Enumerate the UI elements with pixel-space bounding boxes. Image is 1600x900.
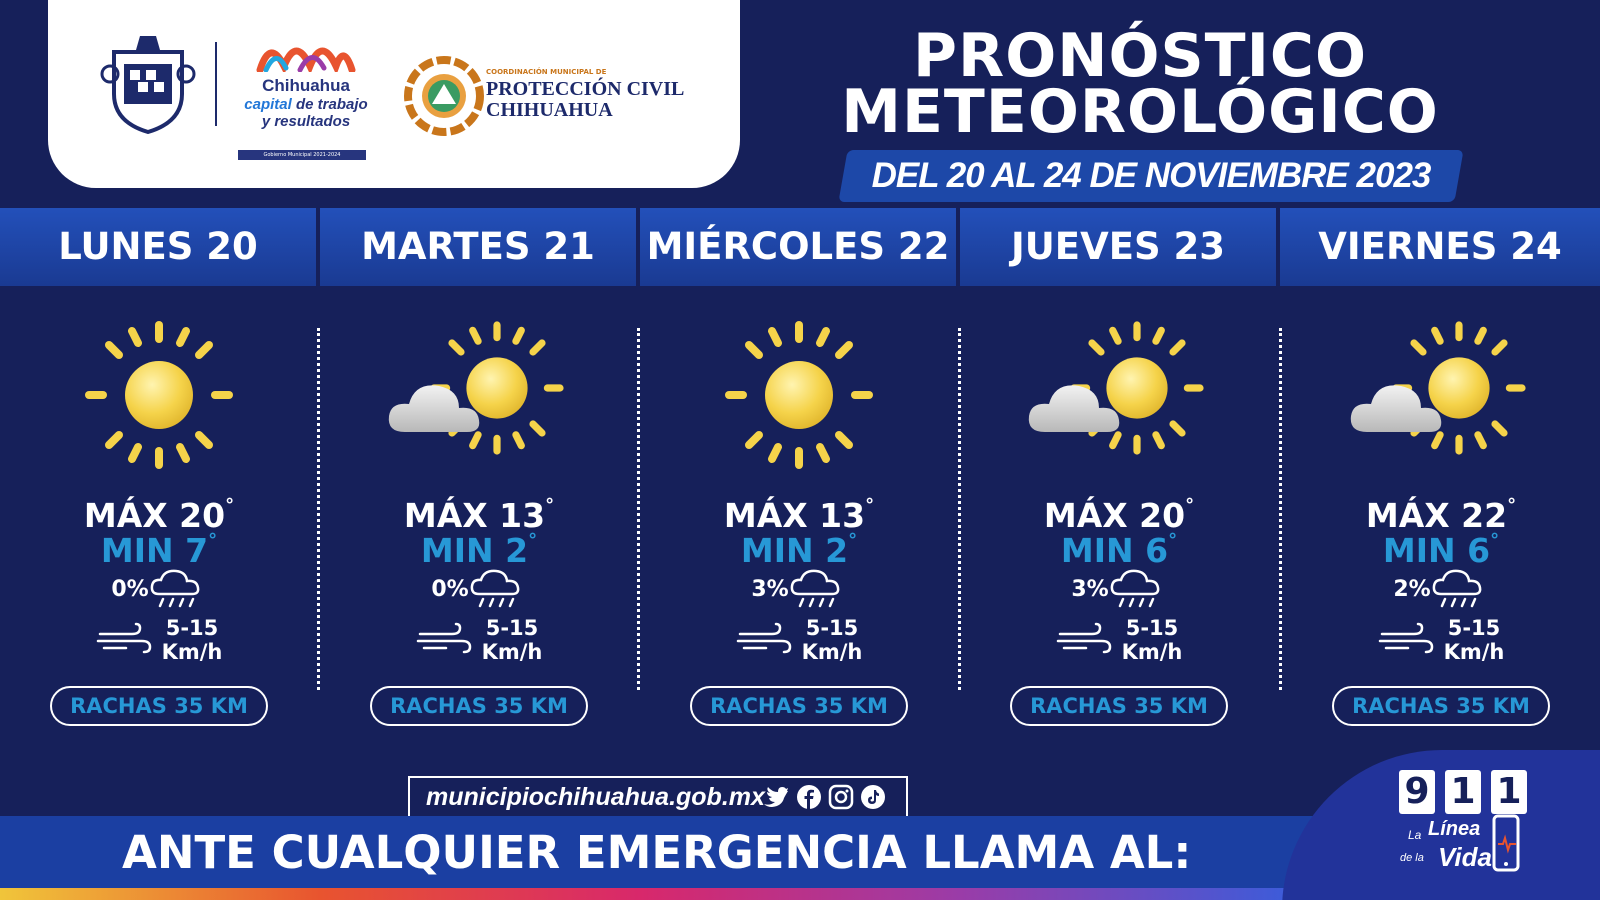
phone-icon xyxy=(1492,814,1522,874)
max-temp-value: MÁX 13 xyxy=(403,496,546,535)
forecast-day-4 xyxy=(1282,320,1600,730)
title-line1: PRONÓSTICO xyxy=(913,21,1367,91)
rain-probability: 3% xyxy=(751,576,789,602)
wind-speed: 5-15 xyxy=(805,616,859,640)
wind-text xyxy=(1122,616,1183,664)
chihuahua-logo xyxy=(226,36,386,158)
degree-symbol: ° xyxy=(208,530,218,551)
degree-symbol: ° xyxy=(1168,530,1178,551)
forecast-day-2 xyxy=(640,320,958,730)
min-temp-value: MIN 7 xyxy=(100,531,209,570)
day-header-tuesday xyxy=(320,208,636,286)
website-box xyxy=(408,776,908,818)
max-temp-value: MÁX 20 xyxy=(1043,496,1186,535)
min-temp-value: MIN 2 xyxy=(740,531,849,570)
civil-protection-icon xyxy=(404,56,484,136)
chihuahua-tagline xyxy=(226,96,386,130)
day-header-wednesday xyxy=(640,208,956,286)
partly-cloudy-icon xyxy=(1019,320,1219,470)
wind-icon xyxy=(96,622,152,658)
tagline-dela: de la xyxy=(1400,852,1424,864)
wind-speed: 5-15 xyxy=(165,616,219,640)
rain-row xyxy=(0,566,318,612)
rain-probability: 3% xyxy=(1071,576,1109,602)
wind-unit: Km/h xyxy=(1121,640,1183,664)
day-label: MARTES 21 xyxy=(361,225,595,268)
wind-speed: 5-15 xyxy=(1447,616,1501,640)
tagline-la: La xyxy=(1408,828,1422,842)
wind-row xyxy=(0,616,318,670)
min-temp-value: MIN 6 xyxy=(1060,531,1169,570)
tagline-vida: Vida xyxy=(1438,842,1492,872)
rain-row xyxy=(960,566,1278,612)
instagram-icon[interactable] xyxy=(828,784,854,810)
pc-line2: CHIHUAHUA xyxy=(486,99,613,121)
day-label: LUNES 20 xyxy=(58,225,258,268)
wind-unit: Km/h xyxy=(481,640,543,664)
wind-text xyxy=(162,616,223,664)
max-temp-value: MÁX 13 xyxy=(723,496,866,535)
digit-9: 9 xyxy=(1399,770,1435,814)
partly-cloudy-icon xyxy=(1341,320,1541,470)
title-line2: METEOROLÓGICO xyxy=(841,77,1439,147)
digit-1: 1 xyxy=(1491,770,1527,814)
proteccion-civil-logo xyxy=(404,56,744,136)
day-header-friday xyxy=(1280,208,1600,286)
rain-row xyxy=(640,566,958,612)
wind-text xyxy=(802,616,863,664)
degree-symbol: ° xyxy=(1490,530,1500,551)
wind-row xyxy=(640,616,958,670)
wind-speed: 5-15 xyxy=(485,616,539,640)
rain-cloud-icon xyxy=(149,566,207,612)
wind-text xyxy=(1444,616,1505,664)
min-temp xyxy=(640,521,958,571)
partly-cloudy-icon xyxy=(379,320,579,470)
rain-probability: 0% xyxy=(111,576,149,602)
degree-symbol: ° xyxy=(848,530,858,551)
degree-symbol: ° xyxy=(865,495,875,516)
wind-row xyxy=(960,616,1278,670)
coat-of-arms-icon xyxy=(100,34,196,134)
wind-unit: Km/h xyxy=(801,640,863,664)
wind-speed: 5-15 xyxy=(1125,616,1179,640)
min-temp-value: MIN 2 xyxy=(420,531,529,570)
wind-icon xyxy=(1378,622,1434,658)
pc-line1: PROTECCIÓN CIVIL xyxy=(486,78,685,100)
max-temp-value: MÁX 22 xyxy=(1365,496,1508,535)
government-label: Gobierno Municipal 2021-2024 xyxy=(238,150,366,160)
tagline-accent: capital xyxy=(244,96,292,113)
min-temp xyxy=(960,521,1278,571)
forecast-day-1 xyxy=(320,320,638,730)
wind-row xyxy=(320,616,638,670)
emergency-text: ANTE CUALQUIER EMERGENCIA LLAMA AL: xyxy=(122,826,1192,879)
wind-icon xyxy=(416,622,472,658)
min-temp xyxy=(1282,521,1600,571)
pc-coordinacion: COORDINACIÓN MUNICIPAL DE xyxy=(486,68,607,76)
logo-divider xyxy=(215,42,217,126)
tagline-rest: de trabajo xyxy=(291,96,368,113)
wind-row xyxy=(1282,616,1600,670)
gusts-badge: RACHAS 35 KM xyxy=(1010,686,1228,726)
facebook-icon[interactable] xyxy=(796,784,822,810)
degree-symbol: ° xyxy=(545,495,555,516)
gusts-badge: RACHAS 35 KM xyxy=(50,686,268,726)
rain-probability: 0% xyxy=(431,576,469,602)
tiktok-icon[interactable] xyxy=(860,784,886,810)
min-temp xyxy=(0,521,318,571)
forecast-day-3 xyxy=(960,320,1278,730)
twitter-icon[interactable] xyxy=(762,784,788,810)
wind-unit: Km/h xyxy=(1443,640,1505,664)
date-range: DEL 20 AL 24 DE NOVIEMBRE 2023 xyxy=(871,156,1431,195)
rain-row xyxy=(1282,566,1600,612)
rain-cloud-icon xyxy=(469,566,527,612)
mountains-icon xyxy=(256,36,356,72)
wind-icon xyxy=(1056,622,1112,658)
day-label: MIÉRCOLES 22 xyxy=(646,225,950,268)
digit-1: 1 xyxy=(1445,770,1481,814)
sun-icon xyxy=(699,320,899,470)
rain-cloud-icon xyxy=(1431,566,1489,612)
rain-cloud-icon xyxy=(789,566,847,612)
degree-symbol: ° xyxy=(528,530,538,551)
sun-icon xyxy=(59,320,259,470)
wind-unit: Km/h xyxy=(161,640,223,664)
day-header-thursday xyxy=(960,208,1276,286)
day-label: JUEVES 23 xyxy=(1010,225,1225,268)
gusts-badge: RACHAS 35 KM xyxy=(370,686,588,726)
logo-card xyxy=(48,0,740,188)
day-label: VIERNES 24 xyxy=(1318,225,1562,268)
wind-text xyxy=(482,616,543,664)
degree-symbol: ° xyxy=(225,495,235,516)
degree-symbol: ° xyxy=(1185,495,1195,516)
rain-cloud-icon xyxy=(1109,566,1167,612)
gusts-badge: RACHAS 35 KM xyxy=(690,686,908,726)
min-temp-value: MIN 6 xyxy=(1382,531,1491,570)
max-temp-value: MÁX 20 xyxy=(83,496,226,535)
rain-row xyxy=(320,566,638,612)
degree-symbol: ° xyxy=(1507,495,1517,516)
tagline-linea: Línea xyxy=(1428,818,1481,840)
forecast-day-0 xyxy=(0,320,318,730)
chihuahua-name: Chihuahua xyxy=(262,76,350,95)
rain-probability: 2% xyxy=(1393,576,1431,602)
website-link[interactable]: municipiochihuahua.gob.mx xyxy=(426,783,765,811)
tagline-line2: y resultados xyxy=(261,113,351,130)
day-header-monday xyxy=(0,208,316,286)
wind-icon xyxy=(736,622,792,658)
gusts-badge: RACHAS 35 KM xyxy=(1332,686,1550,726)
min-temp xyxy=(320,521,638,571)
